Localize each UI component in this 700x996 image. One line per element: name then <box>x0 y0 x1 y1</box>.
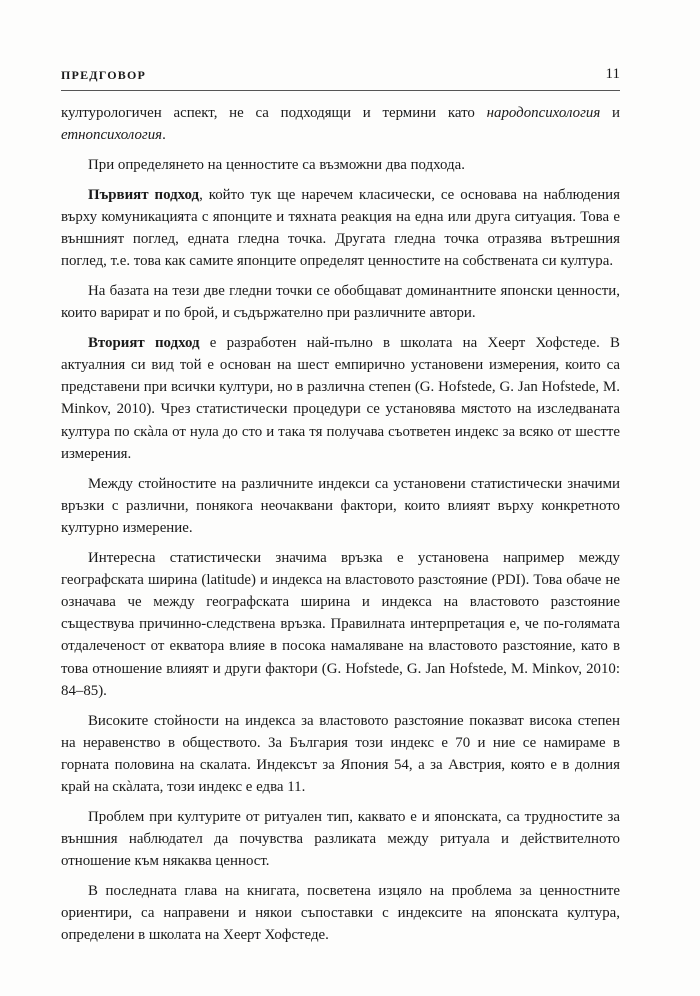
paragraph <box>61 547 620 702</box>
text-run: В последната глава на книгата, посветена изцяло на проблема за ценностните ориентири, са направени и някои съпоставки с индексите на японската култура, определени в школата на Хеерт Хофстеде. <box>61 883 620 944</box>
text-run: , който тук ще наречем класически, се основава на наблюдения върху комуникацията с японците и тяхната реакция на една или друга ситуация. Това е външният поглед, едната гледна точка. Другата гледна точка отразява вътрешния поглед, т.е. това как самите японците определят ценностите на собствената си култура. <box>61 186 620 270</box>
running-header <box>61 66 620 92</box>
text-run: културологичен аспект, не са подходящи и термини като <box>61 105 487 121</box>
text-run: е разработен най-пълно в школата на Хеерт Хофстеде. В актуалния си вид той е основан на шест емпирично установени измерения, които са представени при всички култури, но в различна степен (G. Hofstede, G. Jan Hofstede, M. Minkov, 2010). Чрез статистически процедури се установява мястото на изследваната култура по скàла от нула до сто и така тя получава съответен индекс за всяко от шестте измерения. <box>61 334 620 462</box>
paragraph <box>61 184 620 273</box>
italic-term: народопсихология <box>486 105 601 121</box>
page-number: 11 <box>605 66 620 82</box>
paragraph <box>61 332 620 465</box>
text-run: Между стойностите на различните индекси са установени статистически значими връзки с различни, понякога неочаквани фактори, които влияят върху конкретното културно измерение. <box>61 475 620 536</box>
text-run: Проблем при културите от ритуален тип, каквато е и японската, са трудностите за външния наблюдател да почувства разликата между ритуала и действителното отношение към някаква ценност. <box>61 808 620 870</box>
section-title: ПРЕДГОВОР <box>61 68 147 82</box>
paragraph <box>61 473 620 540</box>
bold-term: Вторият подход <box>88 334 200 351</box>
body-text <box>61 102 620 954</box>
paragraph <box>61 710 620 799</box>
text-run: . <box>162 127 166 144</box>
italic-term: етнопсихология <box>61 127 163 144</box>
paragraph <box>61 880 620 947</box>
paragraph <box>61 154 620 176</box>
paragraph <box>61 102 620 146</box>
paragraph <box>61 806 620 873</box>
header-rule <box>61 90 620 91</box>
bold-term: Първият подход <box>88 186 200 203</box>
text-run: Интересна статистически значима връзка е установена например между географската ширина (latitude) и индекса на властовото разстояние (PDI). Това обаче не означава че между географската ширина и индекса на властовото разстояние съществува причинно-следствена връзка. Правилната интерпретация е, че по-голямата отдалеченост от екватора влияе в посока намаляване на властовото разстояние, като в това отношение влияят и други фактори (G. Hofstede, G. Jan Hofstede, M. Minkov, 2010: 84–85). <box>61 549 620 699</box>
text-run: Високите стойности на индекса за властовото разстояние показват висока степен на неравенство в обществото. За България този индекс е 70 и ние се намираме в горната половина на скалата. Индексът за Япония 54, а за Австрия, която е в долния край на скàлата, този индекс е едва 11. <box>61 712 620 796</box>
text-run: При определянето на ценностите са възможни два подхода. <box>88 156 465 173</box>
text-run: На базата на тези две гледни точки се обобщават доминантните японски ценности, които варират и по брой, и съдържателно при различните автори. <box>61 282 620 322</box>
text-run: и <box>600 105 620 121</box>
paragraph <box>61 280 620 324</box>
